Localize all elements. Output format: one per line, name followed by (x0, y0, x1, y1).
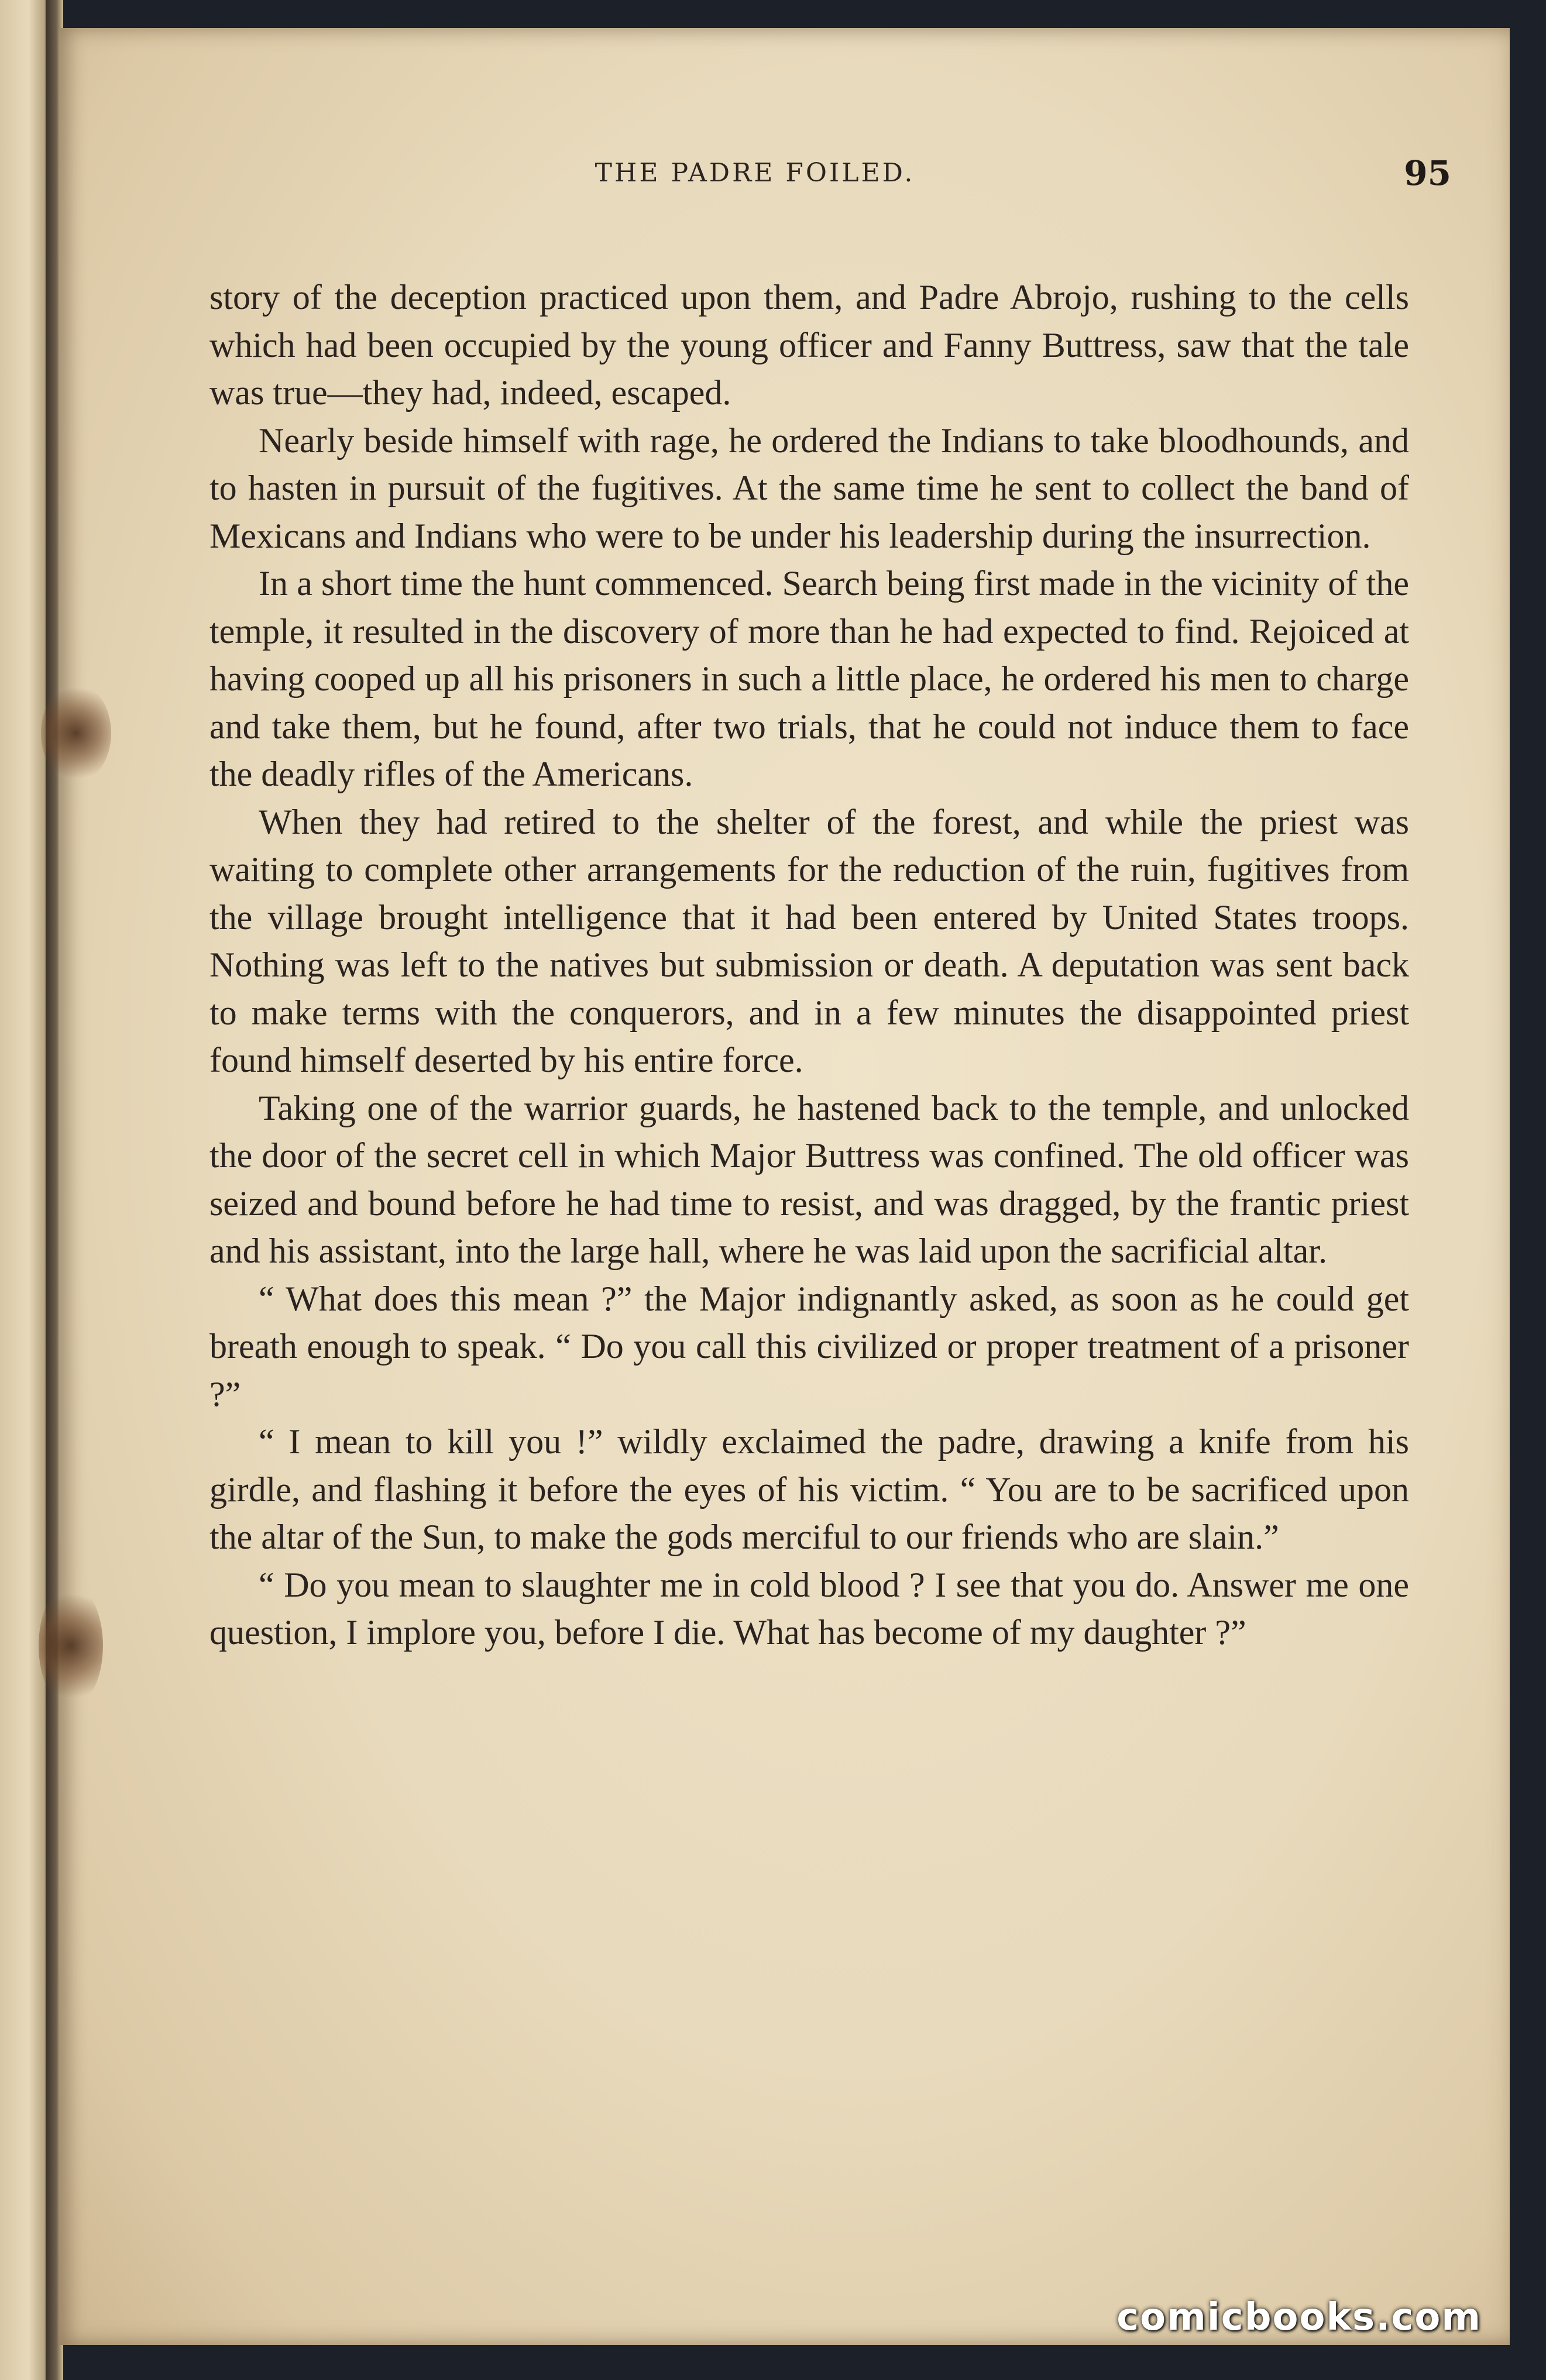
paragraph: Nearly beside himself with rage, he ordered the Indians to take bloodhounds, and to hasten in pursuit of the fugitives. At the same time he sent to collect the band of Mexicans and Indians who were to be under his leadership during the insurrection. (209, 421, 1409, 555)
page-stain (39, 1584, 103, 1707)
paragraph: Taking one of the warrior guards, he hastened back to the temple, and unlocked the door of the secret cell in which Major Buttress was confined. The old officer was seized and bound before he had time to resist, and was dragged, by the frantic priest and his assistant, into the large hall, where he was laid upon the sacrificial altar. (209, 1088, 1409, 1270)
paragraph: story of the deception practiced upon them, and Padre Abrojo, rushing to the cells which had been occupied by the young officer and Fanny Buttress, saw that the tale was true—they had, indeed, escaped. (209, 278, 1409, 412)
paragraph: “ Do you mean to slaughter me in cold blood ? I see that you do. Answer me one question, I implore you, before I die. What has become of my daughter ?” (209, 1565, 1409, 1652)
paragraph: “ What does this mean ?” the Major indignantly asked, as soon as he could get breath enough to speak. “ Do you call this civilized or proper treatment of a prisoner ?” (209, 1279, 1409, 1413)
paragraph: In a short time the hunt commenced. Search being first made in the vicinity of the temple, it resulted in the discovery of more than he had expected to find. Rejoiced at having cooped up all his prisoners in such a little place, he ordered his men to charge and take them, but he found, after two trials, that he could not induce them to face the deadly rifles of the Americans. (209, 564, 1409, 793)
body-text (209, 274, 1409, 1657)
book-page (59, 28, 1510, 2345)
facing-page-edge (0, 0, 51, 2380)
running-head (59, 153, 1451, 211)
page-number: 95 (1404, 153, 1451, 193)
paragraph: “ I mean to kill you !” wildly exclaimed the padre, drawing a knife from his girdle, and flashing it before the eyes of his victim. “ You are to be sacrificed upon the altar of the Sun, to make the gods merciful to our friends who are slain.” (209, 1422, 1409, 1556)
running-head-title: THE PADRE FOILED. (595, 158, 915, 188)
page-stain (41, 683, 111, 783)
paragraph: When they had retired to the shelter of the forest, and while the priest was waiting to complete other arrangements for the reduction of the ruin, fugitives from the village brought intelligence that it had been entered by United States troops. Nothing was left to the natives but submission or death. A deputation was sent back to make terms with the conquerors, and in a few minutes the disappointed priest found himself deserted by his entire force. (209, 802, 1409, 1079)
site-watermark: comicbooks.com (1116, 2296, 1482, 2339)
